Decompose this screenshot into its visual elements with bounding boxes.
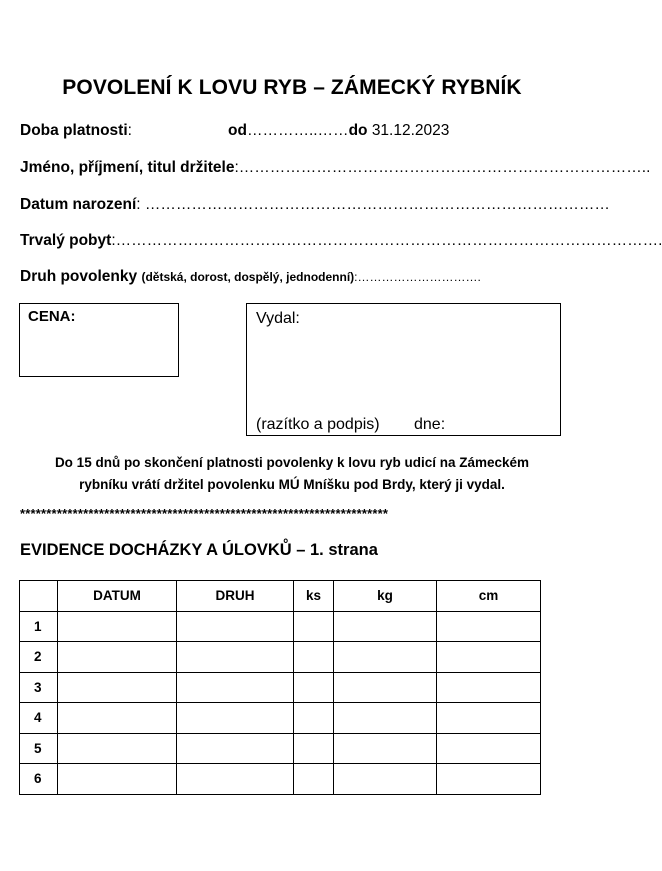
length-cell[interactable]: [437, 672, 541, 703]
species-cell[interactable]: [177, 642, 294, 673]
table-row: [20, 703, 541, 734]
birth-field[interactable]: : ………………………………………………………………………………: [136, 196, 610, 213]
species-cell[interactable]: [177, 703, 294, 734]
row-number: 6: [20, 764, 58, 795]
issue-date-label: dne:: [414, 416, 446, 433]
table-row: [20, 733, 541, 764]
length-cell[interactable]: [437, 611, 541, 642]
separator-line: **********************************************************************: [20, 506, 389, 521]
permit-type-field[interactable]: :………………………….: [354, 270, 481, 284]
weight-cell[interactable]: [334, 611, 437, 642]
validity-row: [20, 122, 132, 140]
table-row: [20, 764, 541, 795]
holder-row: [20, 159, 650, 177]
count-cell[interactable]: [294, 672, 334, 703]
row-number: 4: [20, 703, 58, 734]
header-date: DATUM: [58, 581, 177, 612]
validity-to-label: do: [348, 122, 368, 139]
weight-cell[interactable]: [334, 642, 437, 673]
notice-line-2: rybníku vrátí držitel povolenku MÚ Mníšku pod Brdy, který ji vydal.: [79, 477, 505, 492]
row-number: 2: [20, 642, 58, 673]
date-cell[interactable]: [58, 642, 177, 673]
birth-row: [20, 196, 610, 214]
length-cell[interactable]: [437, 764, 541, 795]
length-cell[interactable]: [437, 703, 541, 734]
header-index: [20, 581, 58, 612]
catch-record-table: [19, 580, 541, 795]
issuer-box[interactable]: [246, 303, 561, 436]
table-row: [20, 642, 541, 673]
birth-label: Datum narození: [20, 196, 137, 213]
price-box[interactable]: [19, 303, 179, 377]
header-species: DRUH: [177, 581, 294, 612]
length-cell[interactable]: [437, 733, 541, 764]
species-cell[interactable]: [177, 672, 294, 703]
address-row: [20, 232, 662, 250]
permit-type-label: Druh povolenky: [20, 268, 138, 285]
row-number: 3: [20, 672, 58, 703]
notice-line-1: Do 15 dnů po skončení platnosti povolenky k lovu ryb udicí na Zámeckém: [54, 455, 530, 470]
weight-cell[interactable]: [334, 672, 437, 703]
stamp-signature-label: (razítko a podpis): [256, 416, 380, 433]
date-cell[interactable]: [58, 611, 177, 642]
table-row: [20, 611, 541, 642]
date-cell[interactable]: [58, 733, 177, 764]
address-field[interactable]: :…………………………………………………………………………………………….: [111, 232, 662, 249]
row-number: 5: [20, 733, 58, 764]
header-length: cm: [437, 581, 541, 612]
species-cell[interactable]: [177, 733, 294, 764]
validity-colon: :: [127, 122, 132, 139]
header-weight: kg: [334, 581, 437, 612]
date-cell[interactable]: [58, 703, 177, 734]
date-cell[interactable]: [58, 672, 177, 703]
permit-type-row: [20, 268, 481, 286]
date-cell[interactable]: [58, 764, 177, 795]
weight-cell[interactable]: [334, 764, 437, 795]
holder-field[interactable]: :……………………………………………………………………..: [234, 159, 651, 176]
weight-cell[interactable]: [334, 703, 437, 734]
species-cell[interactable]: [177, 764, 294, 795]
header-count: ks: [294, 581, 334, 612]
page-title: POVOLENÍ K LOVU RYB – ZÁMECKÝ RYBNÍK: [62, 76, 522, 99]
permit-type-options: (dětská, dorost, dospělý, jednodenní): [141, 270, 355, 284]
count-cell[interactable]: [294, 733, 334, 764]
count-cell[interactable]: [294, 611, 334, 642]
species-cell[interactable]: [177, 611, 294, 642]
weight-cell[interactable]: [334, 733, 437, 764]
validity-from-label: od: [228, 122, 247, 139]
validity-from-field[interactable]: …………..……: [246, 122, 349, 139]
validity-to-value: 31.12.2023: [371, 122, 450, 139]
validity-range: [228, 122, 449, 140]
length-cell[interactable]: [437, 642, 541, 673]
section-title: EVIDENCE DOCHÁZKY A ÚLOVKŮ – 1. strana: [20, 541, 378, 559]
validity-label: Doba platnosti: [20, 122, 128, 139]
price-label: CENA:: [28, 308, 76, 325]
table-header-row: [20, 581, 541, 612]
count-cell[interactable]: [294, 703, 334, 734]
address-label: Trvalý pobyt: [20, 232, 112, 249]
count-cell[interactable]: [294, 764, 334, 795]
issuer-label: Vydal:: [256, 310, 300, 327]
row-number: 1: [20, 611, 58, 642]
return-notice: [0, 452, 584, 496]
count-cell[interactable]: [294, 642, 334, 673]
holder-label: Jméno, příjmení, titul držitele: [20, 159, 235, 176]
table-row: [20, 672, 541, 703]
